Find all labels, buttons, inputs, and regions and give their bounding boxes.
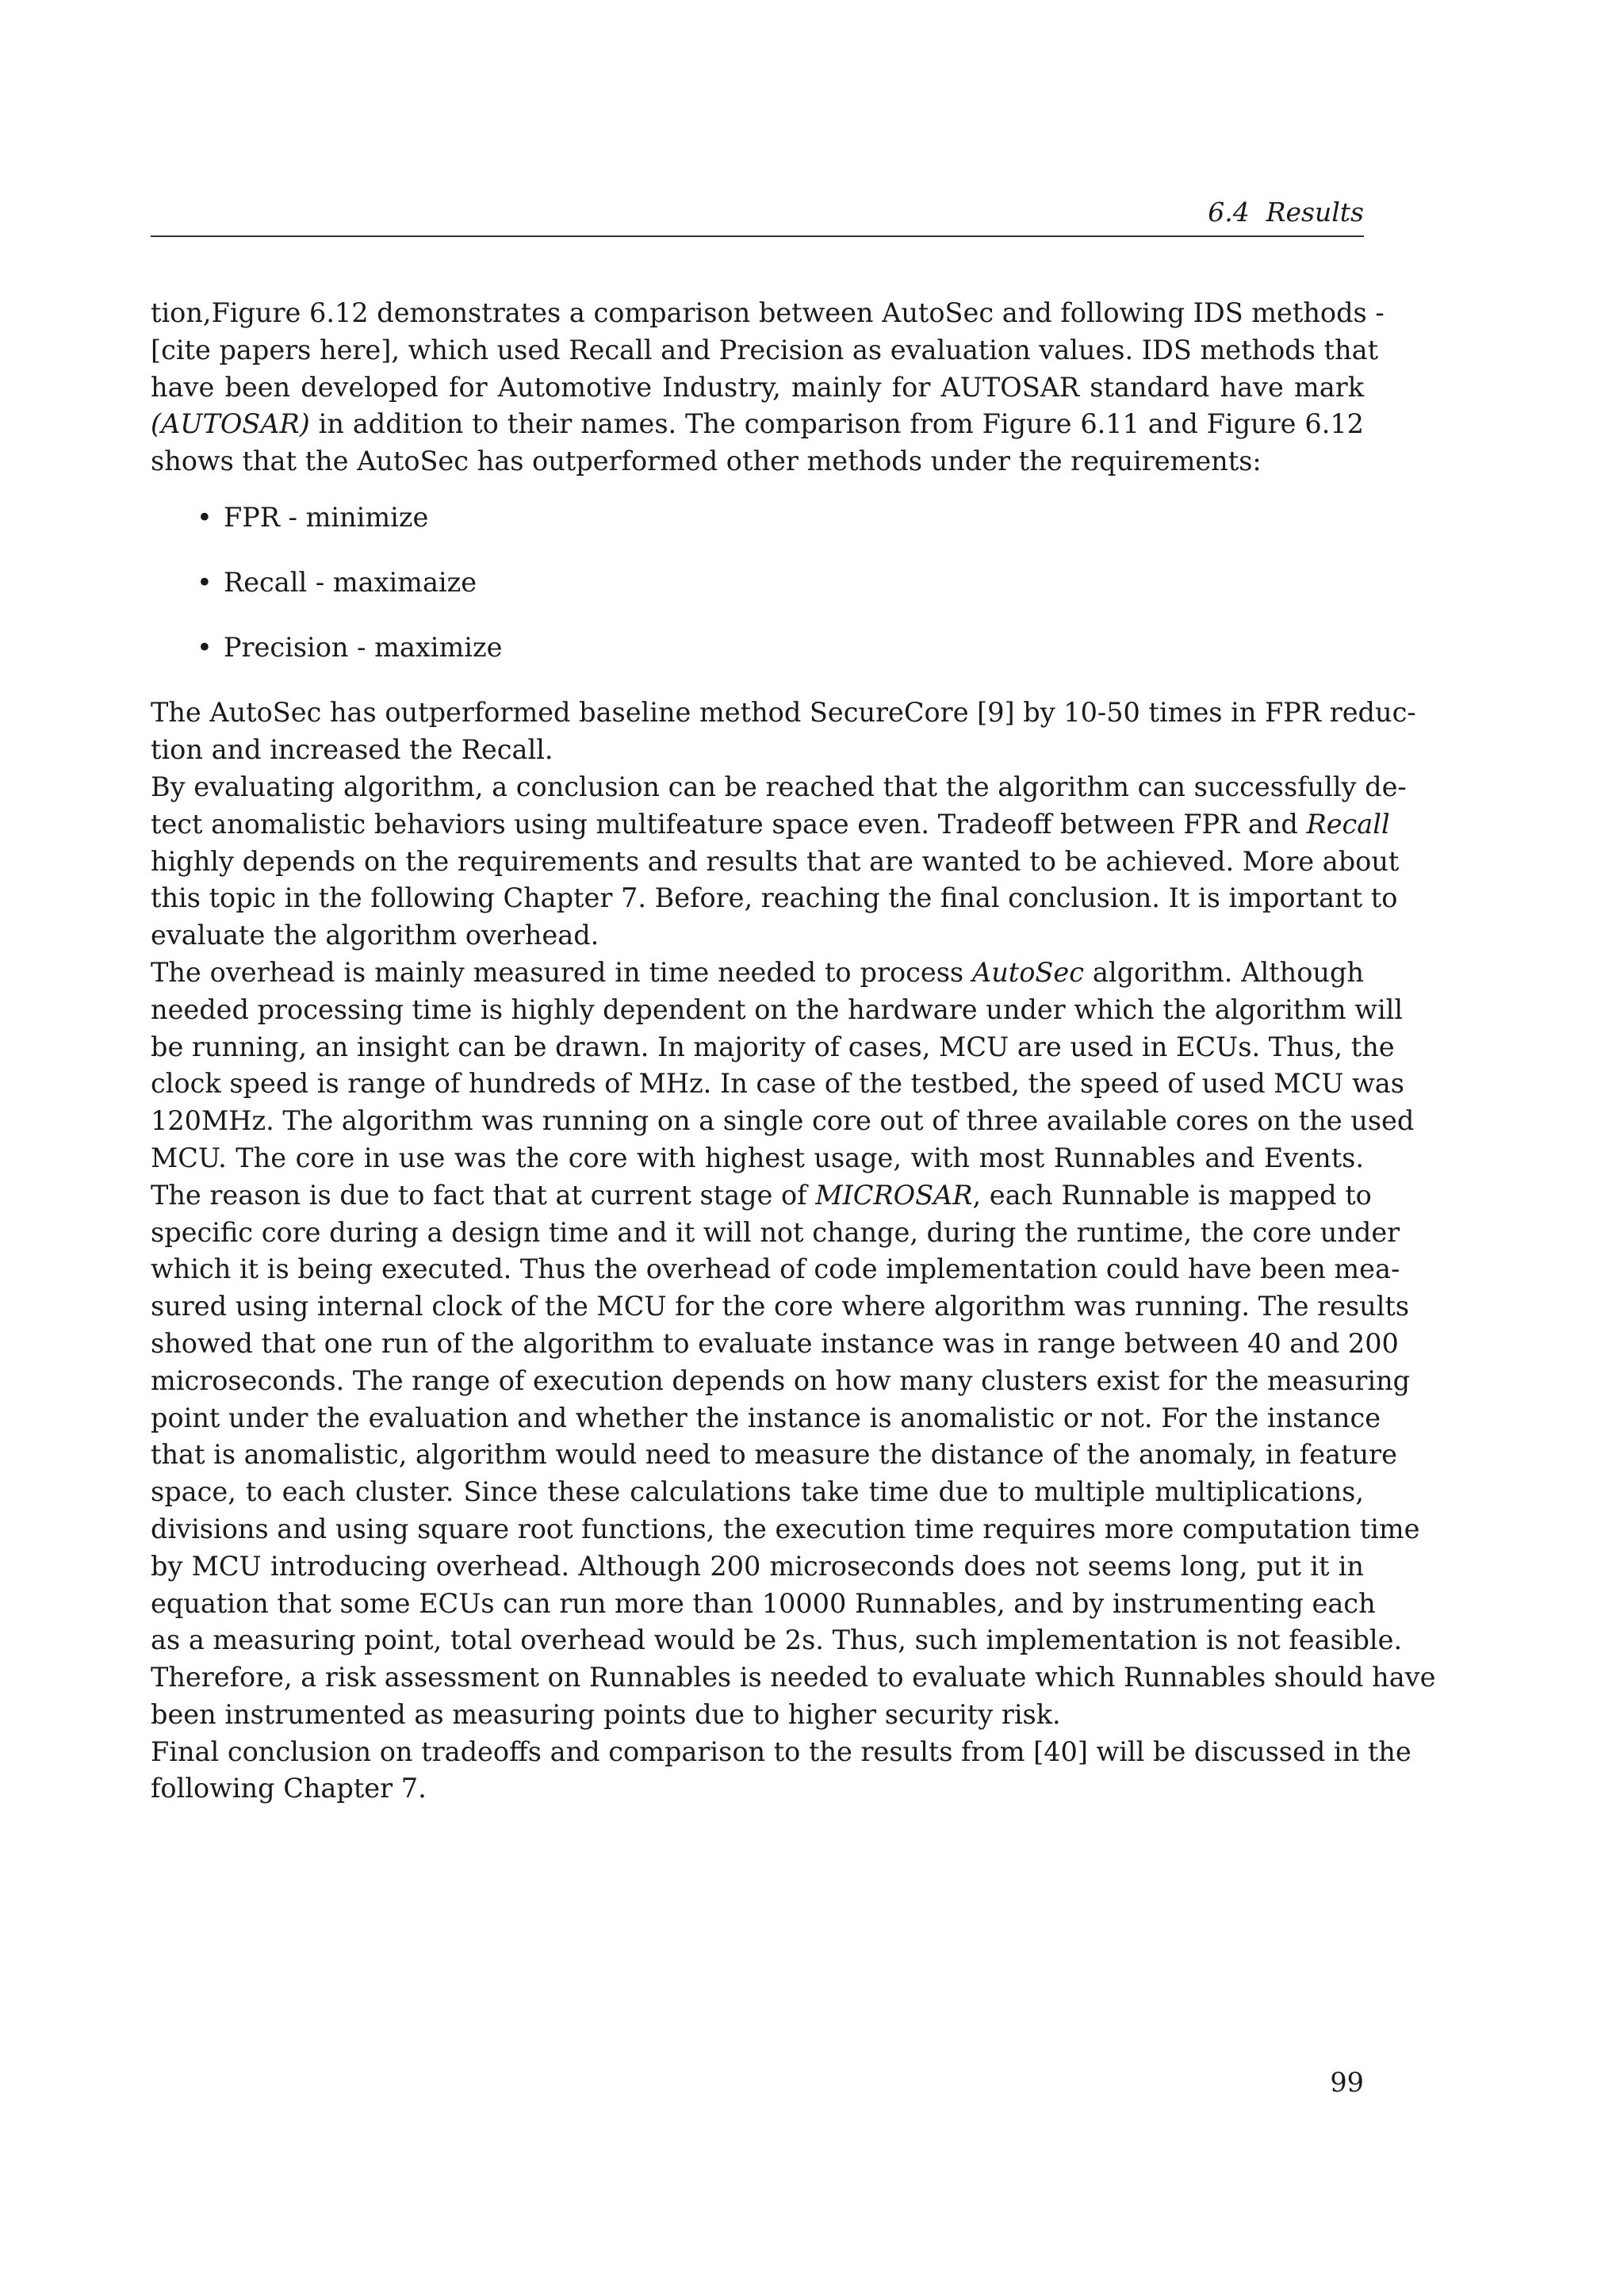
text-segment: shows that the AutoSec has outperformed other methods under the requirements: [151, 446, 1262, 477]
text-segment: specific core during a design time and it will not change, during the runtime, the core under [151, 1216, 1400, 1248]
text-line [151, 1103, 1415, 1140]
text-segment: Final conclusion on tradeoffs and comparison to the results from [40] will be discussed in the [151, 1735, 1411, 1767]
text-segment: , each Runnable is mapped to [972, 1179, 1372, 1211]
text-segment: MICROSAR [815, 1179, 973, 1211]
bullet-icon: • [197, 566, 213, 598]
requirements-list [151, 499, 1364, 666]
text-segment: The overhead is mainly measured in time needed to process [151, 956, 973, 988]
text-segment: this topic in the following Chapter 7. Before, reaching the final conclusion. It is important to [151, 882, 1398, 914]
text-line [151, 1586, 1376, 1623]
text-segment: needed processing time is highly dependent on the hardware under which the algorithm will [151, 993, 1404, 1025]
text-segment: be running, an insight can be drawn. In majority of cases, MCU are used in ECUs. Thus, the [151, 1031, 1395, 1062]
text-segment: equation that some ECUs can run more than 10000 Runnables, and by instrumenting each [151, 1587, 1376, 1619]
text-segment: highly depends on the requirements and results that are wanted to be achieved. More about [151, 845, 1400, 877]
text-segment: sured using internal clock of the MCU for the core where algorithm was running. The results [151, 1291, 1410, 1322]
text-segment: tion,Figure 6.12 demonstrates a comparison between AutoSec and following IDS methods - [151, 297, 1385, 328]
text-segment: have been developed for Automotive Industry, mainly for AUTOSAR standard have mark [151, 371, 1364, 403]
text-line [151, 332, 1379, 369]
text-segment: 120MHz. The algorithm was running on a single core out of three available cores on the used [151, 1105, 1415, 1137]
text-segment: Therefore, a risk assessment on Runnables is needed to evaluate which Runnables should have [151, 1662, 1436, 1693]
text-line [151, 1288, 1410, 1326]
running-header: 6.4 Results [1208, 197, 1364, 228]
text-line [151, 1474, 1364, 1511]
text-segment: tion and increased the Recall. [151, 734, 553, 766]
text-segment: [cite papers here], which used Recall and Precision as evaluation values. IDS methods that [151, 334, 1379, 365]
text-segment: by MCU introducing overhead. Although 200 microseconds does not seems long, put it in [151, 1550, 1364, 1582]
text-line [151, 1140, 1364, 1177]
list-item-text: Precision - maximize [224, 631, 503, 663]
text-line [151, 1622, 1403, 1659]
text-line [151, 1511, 1420, 1548]
text-line [151, 1400, 1381, 1437]
text-segment: that is anomalistic, algorithm would need to measure the distance of the anomaly, in feature [151, 1439, 1397, 1471]
text-line [151, 369, 1364, 407]
text-line [151, 917, 1364, 955]
text-segment: microseconds. The range of execution depends on how many clusters exist for the measuring [151, 1364, 1411, 1396]
text-segment: been instrumented as measuring points due to higher security risk. [151, 1698, 1061, 1730]
header-rule [151, 235, 1364, 237]
text-segment: as a measuring point, total overhead would be 2s. Thus, such implementation is not feasible. [151, 1624, 1403, 1656]
text-line [151, 1734, 1411, 1771]
list-item [151, 629, 1364, 667]
text-line [151, 1326, 1399, 1363]
text-line [151, 1251, 1400, 1288]
text-line [151, 1215, 1400, 1252]
text-line [151, 1697, 1364, 1734]
list-item-text: Recall - maximaize [224, 566, 477, 598]
text-line [151, 1548, 1364, 1586]
text-line [151, 769, 1407, 806]
text-segment: clock speed is range of hundreds of MHz. In case of the testbed, the speed of used MCU was [151, 1068, 1404, 1100]
text-segment: Recall [1306, 808, 1390, 840]
text-line [151, 1029, 1395, 1066]
text-line [151, 295, 1385, 332]
bullet-icon: • [197, 501, 213, 533]
text-line [151, 695, 1416, 732]
text-segment: tect anomalistic behaviors using multifeature space even. Tradeoff between FPR and [151, 808, 1307, 840]
text-line [151, 406, 1364, 443]
text-segment: By evaluating algorithm, a conclusion can be reached that the algorithm can successfully de- [151, 771, 1407, 802]
paragraph-intro [151, 295, 1385, 480]
text-line [151, 806, 1390, 844]
list-item [151, 499, 1364, 537]
text-line [151, 1177, 1372, 1215]
text-segment: showed that one run of the algorithm to evaluate instance was in range between 40 and 200 [151, 1327, 1399, 1359]
text-line [151, 1066, 1404, 1103]
page-number: 99 [1330, 2067, 1364, 2098]
text-segment: MCU. The core in use was the core with highest usage, with most Runnables and Events. [151, 1142, 1364, 1173]
text-line [151, 732, 1364, 769]
text-line [151, 1659, 1436, 1697]
text-line [151, 443, 1364, 480]
text-line [151, 1363, 1411, 1400]
bullet-icon: • [197, 631, 213, 663]
text-line [151, 992, 1404, 1029]
body-text [151, 295, 1436, 1808]
text-segment: in addition to their names. The comparison from Figure 6.11 and Figure 6.12 [309, 408, 1364, 440]
text-line [151, 1770, 1364, 1808]
text-line [151, 880, 1398, 917]
list-item [151, 564, 1364, 602]
list-item-text: FPR - minimize [224, 501, 429, 533]
text-segment: which it is being executed. Thus the overhead of code implementation could have been mea- [151, 1253, 1400, 1285]
document-page [151, 0, 1436, 2296]
text-segment: The reason is due to fact that at current stage of [151, 1179, 816, 1211]
text-line [151, 1437, 1397, 1474]
text-segment: (AUTOSAR) [151, 408, 310, 440]
text-segment: evaluate the algorithm overhead. [151, 920, 599, 951]
text-line [151, 844, 1400, 881]
text-segment: divisions and using square root functions, the execution time requires more computation time [151, 1513, 1420, 1544]
paragraph-body [151, 695, 1436, 1808]
text-line [151, 955, 1364, 992]
text-segment: point under the evaluation and whether the instance is anomalistic or not. For the instance [151, 1402, 1381, 1433]
text-segment: space, to each cluster. Since these calculations take time due to multiple multiplications, [151, 1476, 1364, 1508]
text-segment: The AutoSec has outperformed baseline method SecureCore [9] by 10-50 times in FPR reduc- [151, 697, 1416, 729]
text-segment: algorithm. Although [1083, 956, 1364, 988]
text-segment: AutoSec [972, 956, 1084, 988]
text-segment: following Chapter 7. [151, 1773, 427, 1804]
